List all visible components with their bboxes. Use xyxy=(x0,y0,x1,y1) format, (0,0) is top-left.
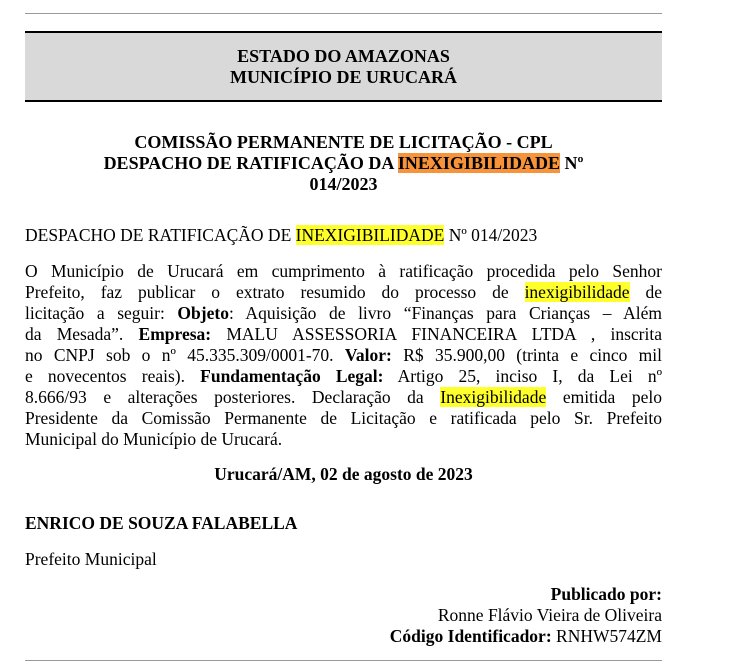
body-line xyxy=(25,282,662,303)
body-highlight: Inexigibilidade xyxy=(440,387,547,407)
date-line: Urucará/AM, 02 de agosto de 2023 xyxy=(214,464,473,484)
title-commission: COMISSÃO PERMANENTE DE LICITAÇÃO - CPL xyxy=(134,132,553,152)
body-line xyxy=(25,303,662,324)
body-bold-label: Objeto xyxy=(177,303,229,323)
header-municipality: MUNICÍPIO DE URUCARÁ xyxy=(230,67,457,87)
body-text: : Aquisição de livro “Finanças para Crianças – Além xyxy=(228,303,662,323)
body-text: emitida pelo xyxy=(562,387,663,407)
body-line xyxy=(25,324,662,345)
body-text: 8.666/93 e alterações posteriores. Declaração da xyxy=(25,387,424,407)
body-bold-label: Valor: xyxy=(344,345,392,365)
identifier-line xyxy=(390,626,662,647)
body-text: e novecentos reais). xyxy=(25,366,185,386)
document-title xyxy=(25,132,662,195)
body-line: Presidente da Comissão Permanente de Licitação e ratificada pelo Sr. Prefeito xyxy=(25,408,662,428)
body-paragraph xyxy=(25,261,662,450)
publisher-name: Ronne Flávio Vieira de Oliveira xyxy=(437,605,662,625)
body-text: no CNPJ sob o nº 45.335.309/0001-70. xyxy=(25,345,334,365)
body-text: MALU ASSESSORIA FINANCEIRA LTDA , inscrita xyxy=(226,324,662,344)
body-bold-label: Empresa: xyxy=(138,324,212,344)
body-text: licitação a seguir: xyxy=(25,303,165,323)
signer-role: Prefeito Municipal xyxy=(25,549,157,569)
body-line: O Município de Urucará em cumprimento à ratificação procedida pelo Senhor xyxy=(25,261,662,281)
title-number-label: Nº xyxy=(559,153,584,173)
body-line xyxy=(25,366,662,387)
body-highlight: inexigibilidade xyxy=(524,282,630,302)
header-state: ESTADO DO AMAZONAS xyxy=(237,46,450,66)
body-line xyxy=(25,345,662,366)
body-bold-label: Fundamentação Legal: xyxy=(200,366,384,386)
body-text: Prefeito, faz publicar o extrato resumido do processo de xyxy=(25,282,509,302)
top-divider xyxy=(25,13,662,14)
body-line xyxy=(25,387,662,408)
identifier-label: Código Identificador: xyxy=(389,626,552,646)
body-text: de xyxy=(645,282,663,302)
publication-block xyxy=(390,584,662,647)
signer-name: ENRICO DE SOUZA FALABELLA xyxy=(25,513,298,533)
body-text: R$ 35.900,00 (trinta e cinco mil xyxy=(403,345,663,365)
title-dispatch-text: DESPACHO DE RATIFICAÇÃO DA xyxy=(103,153,398,173)
publication-label: Publicado por: xyxy=(550,584,662,604)
bottom-divider xyxy=(25,660,662,661)
title-number: 014/2023 xyxy=(309,174,378,194)
title-dispatch xyxy=(25,153,662,174)
body-line: Municipal do Município de Urucará. xyxy=(25,429,283,449)
subheading-text: DESPACHO DE RATIFICAÇÃO DE xyxy=(25,225,296,245)
subheading-number: Nº 014/2023 xyxy=(444,225,538,245)
subheading-highlight: INEXIGIBILIDADE xyxy=(295,225,445,245)
title-highlight: INEXIGIBILIDADE xyxy=(397,153,560,173)
header-banner xyxy=(25,31,662,102)
body-text: da Mesada”. xyxy=(25,324,124,344)
identifier-code: RNHW574ZM xyxy=(556,626,662,646)
body-text: Artigo 25, inciso I, da Lei nº xyxy=(397,366,662,386)
subheading xyxy=(25,225,665,246)
